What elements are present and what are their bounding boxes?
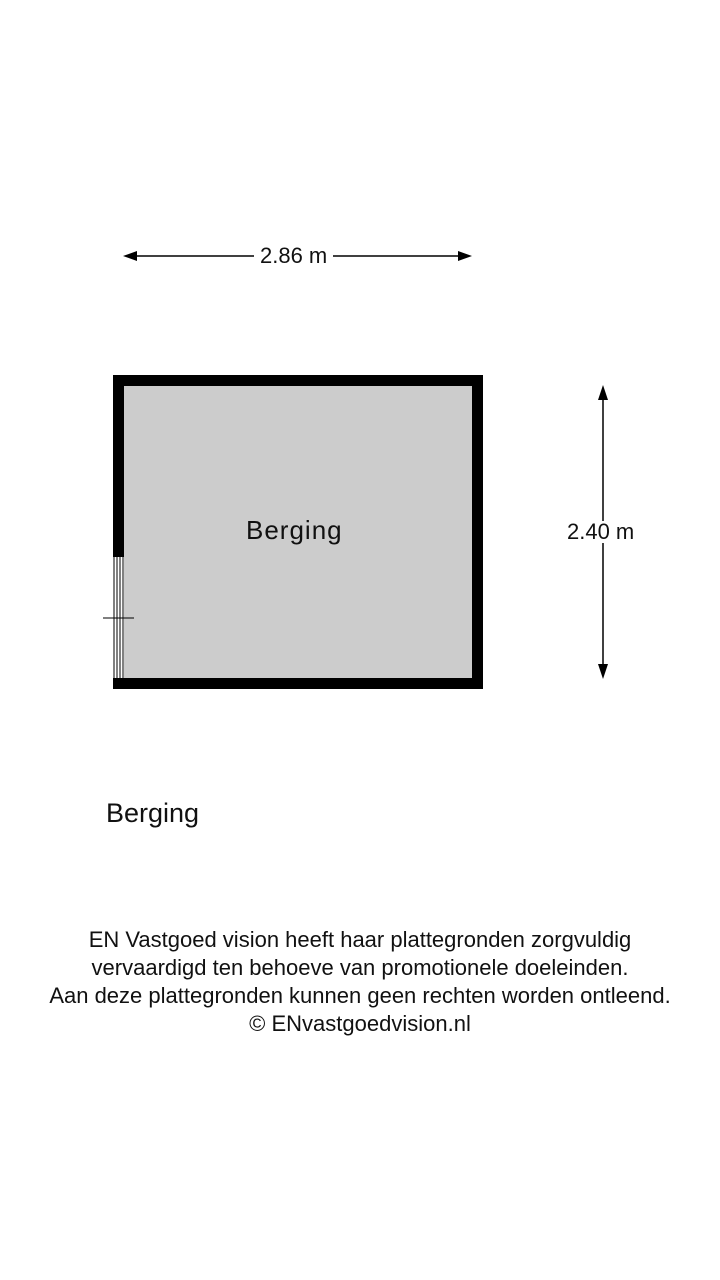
- room-label: Berging: [246, 515, 343, 545]
- height-dimension-label: 2.40 m: [561, 521, 640, 543]
- disclaimer-line: Aan deze plattegronden kunnen geen rechten worden ontleend.: [49, 983, 671, 1008]
- copyright-line: © ENvastgoedvision.nl: [249, 1011, 471, 1036]
- disclaimer: [0, 926, 720, 1038]
- disclaimer-line: vervaardigd ten behoeve van promotionele doeleinden.: [91, 955, 629, 980]
- floor-caption: Berging: [106, 798, 200, 828]
- width-dimension-label: 2.86 m: [254, 245, 333, 267]
- disclaimer-line: EN Vastgoed vision heeft haar plattegronden zorgvuldig: [88, 927, 632, 952]
